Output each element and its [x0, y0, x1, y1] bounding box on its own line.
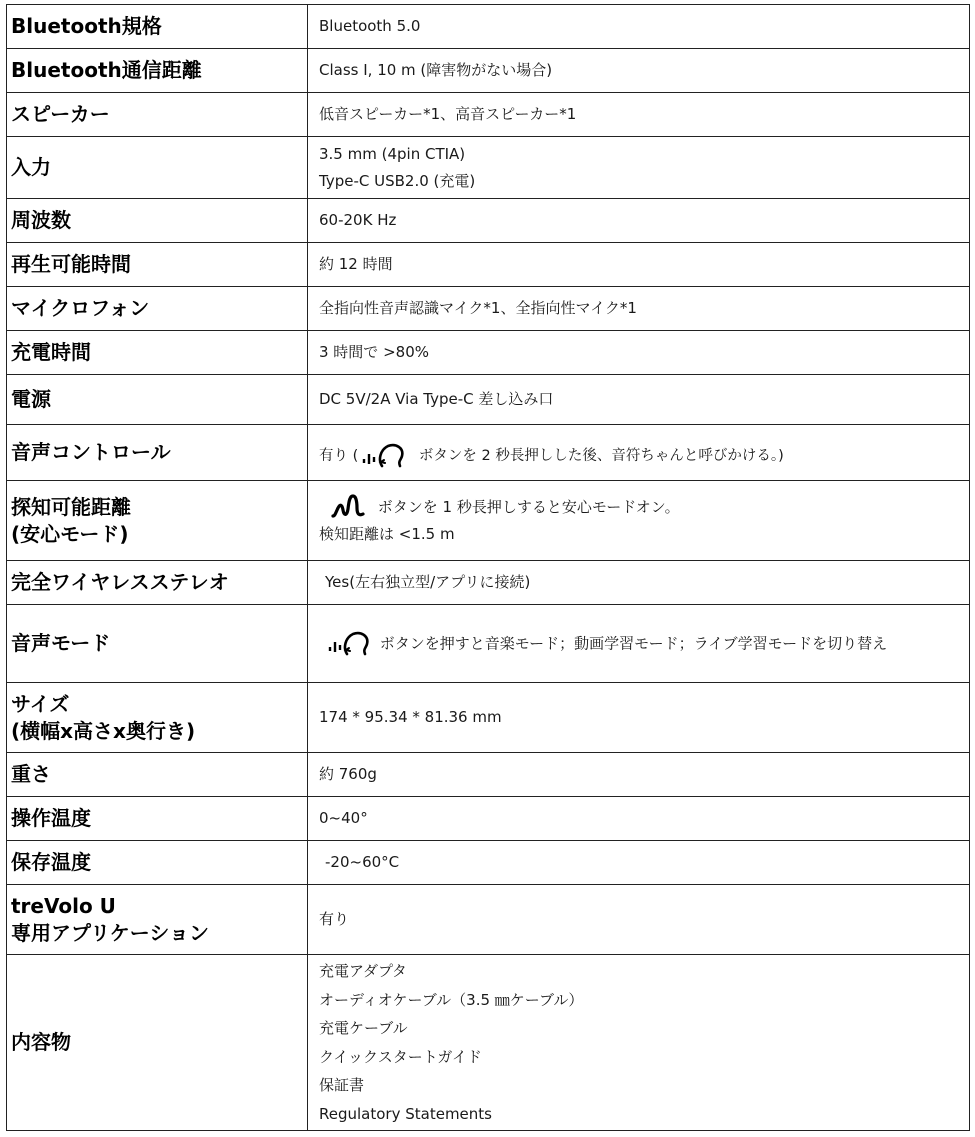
row-label: 充電時間: [7, 331, 308, 375]
table-row: [7, 375, 970, 425]
row-label: スピーカー: [7, 93, 308, 137]
row-value: 0~40°: [308, 797, 970, 841]
row-value: 60-20K Hz: [308, 199, 970, 243]
row-label: サイズ (横幅x高さx奥行き): [7, 683, 308, 753]
table-row: [7, 481, 970, 561]
table-row: [7, 5, 970, 49]
row-label: 周波数: [7, 199, 308, 243]
row-value: Yes(左右独立型/アプリに接続): [308, 561, 970, 605]
row-value: 3.5 mm (4pin CTIA) Type-C USB2.0 (充電): [308, 137, 970, 199]
table-row: [7, 561, 970, 605]
row-label: Bluetooth通信距離: [7, 49, 308, 93]
row-label: treVolo U 専用アプリケーション: [7, 885, 308, 955]
table-row: [7, 243, 970, 287]
row-label: 音声モード: [7, 605, 308, 683]
row-value: 全指向性音声認識マイク*1、全指向性マイク*1: [308, 287, 970, 331]
table-row: [7, 49, 970, 93]
voice-head-icon: [358, 442, 410, 470]
row-value: DC 5V/2A Via Type-C 差し込み口: [308, 375, 970, 425]
table-row: [7, 425, 970, 481]
row-value: ボタンを押すと音楽モード；動画学習モード；ライブ学習モードを切り替え: [308, 605, 970, 683]
spec-table: [6, 4, 970, 1131]
row-value: Bluetooth 5.0: [308, 5, 970, 49]
row-value: 有り: [308, 885, 970, 955]
row-value: Class I, 10 m (障害物がない場合): [308, 49, 970, 93]
row-value: ボタンを 1 秒長押しすると安心モードオン。 検知距離は <1.5 m: [308, 481, 970, 561]
table-row: [7, 605, 970, 683]
wave-icon: [329, 494, 369, 520]
table-row: [7, 797, 970, 841]
table-row: [7, 93, 970, 137]
table-row: [7, 137, 970, 199]
table-row: [7, 885, 970, 955]
row-value: -20~60°C: [308, 841, 970, 885]
table-row: [7, 683, 970, 753]
table-row: [7, 753, 970, 797]
row-label: 重さ: [7, 753, 308, 797]
row-label: 操作温度: [7, 797, 308, 841]
row-label: 再生可能時間: [7, 243, 308, 287]
row-value: 174 * 95.34 * 81.36 mm: [308, 683, 970, 753]
row-value: 低音スピーカー*1、高音スピーカー*1: [308, 93, 970, 137]
row-label: 入力: [7, 137, 308, 199]
row-label: 完全ワイヤレスステレオ: [7, 561, 308, 605]
table-row: [7, 955, 970, 1131]
table-row: [7, 287, 970, 331]
row-value: 約 760g: [308, 753, 970, 797]
table-row: [7, 331, 970, 375]
row-label: 電源: [7, 375, 308, 425]
row-label: マイクロフォン: [7, 287, 308, 331]
row-label: Bluetooth規格: [7, 5, 308, 49]
row-value: 3 時間で >80%: [308, 331, 970, 375]
table-row: [7, 199, 970, 243]
row-value: 有り ( ボタンを 2 秒長押しした後、音符ちゃんと呼びかける。): [308, 425, 970, 481]
row-label: 内容物: [7, 955, 308, 1131]
row-label: 探知可能距離 (安心モード): [7, 481, 308, 561]
voice-head-icon: [327, 630, 371, 658]
row-label: 保存温度: [7, 841, 308, 885]
row-value: 充電アダプタ オーディオケーブル（3.5 ㎜ケーブル） 充電ケーブル クイックスタートガイド 保証書 Regulatory Statements: [308, 955, 970, 1131]
row-label: 音声コントロール: [7, 425, 308, 481]
table-row: [7, 841, 970, 885]
row-value: 約 12 時間: [308, 243, 970, 287]
